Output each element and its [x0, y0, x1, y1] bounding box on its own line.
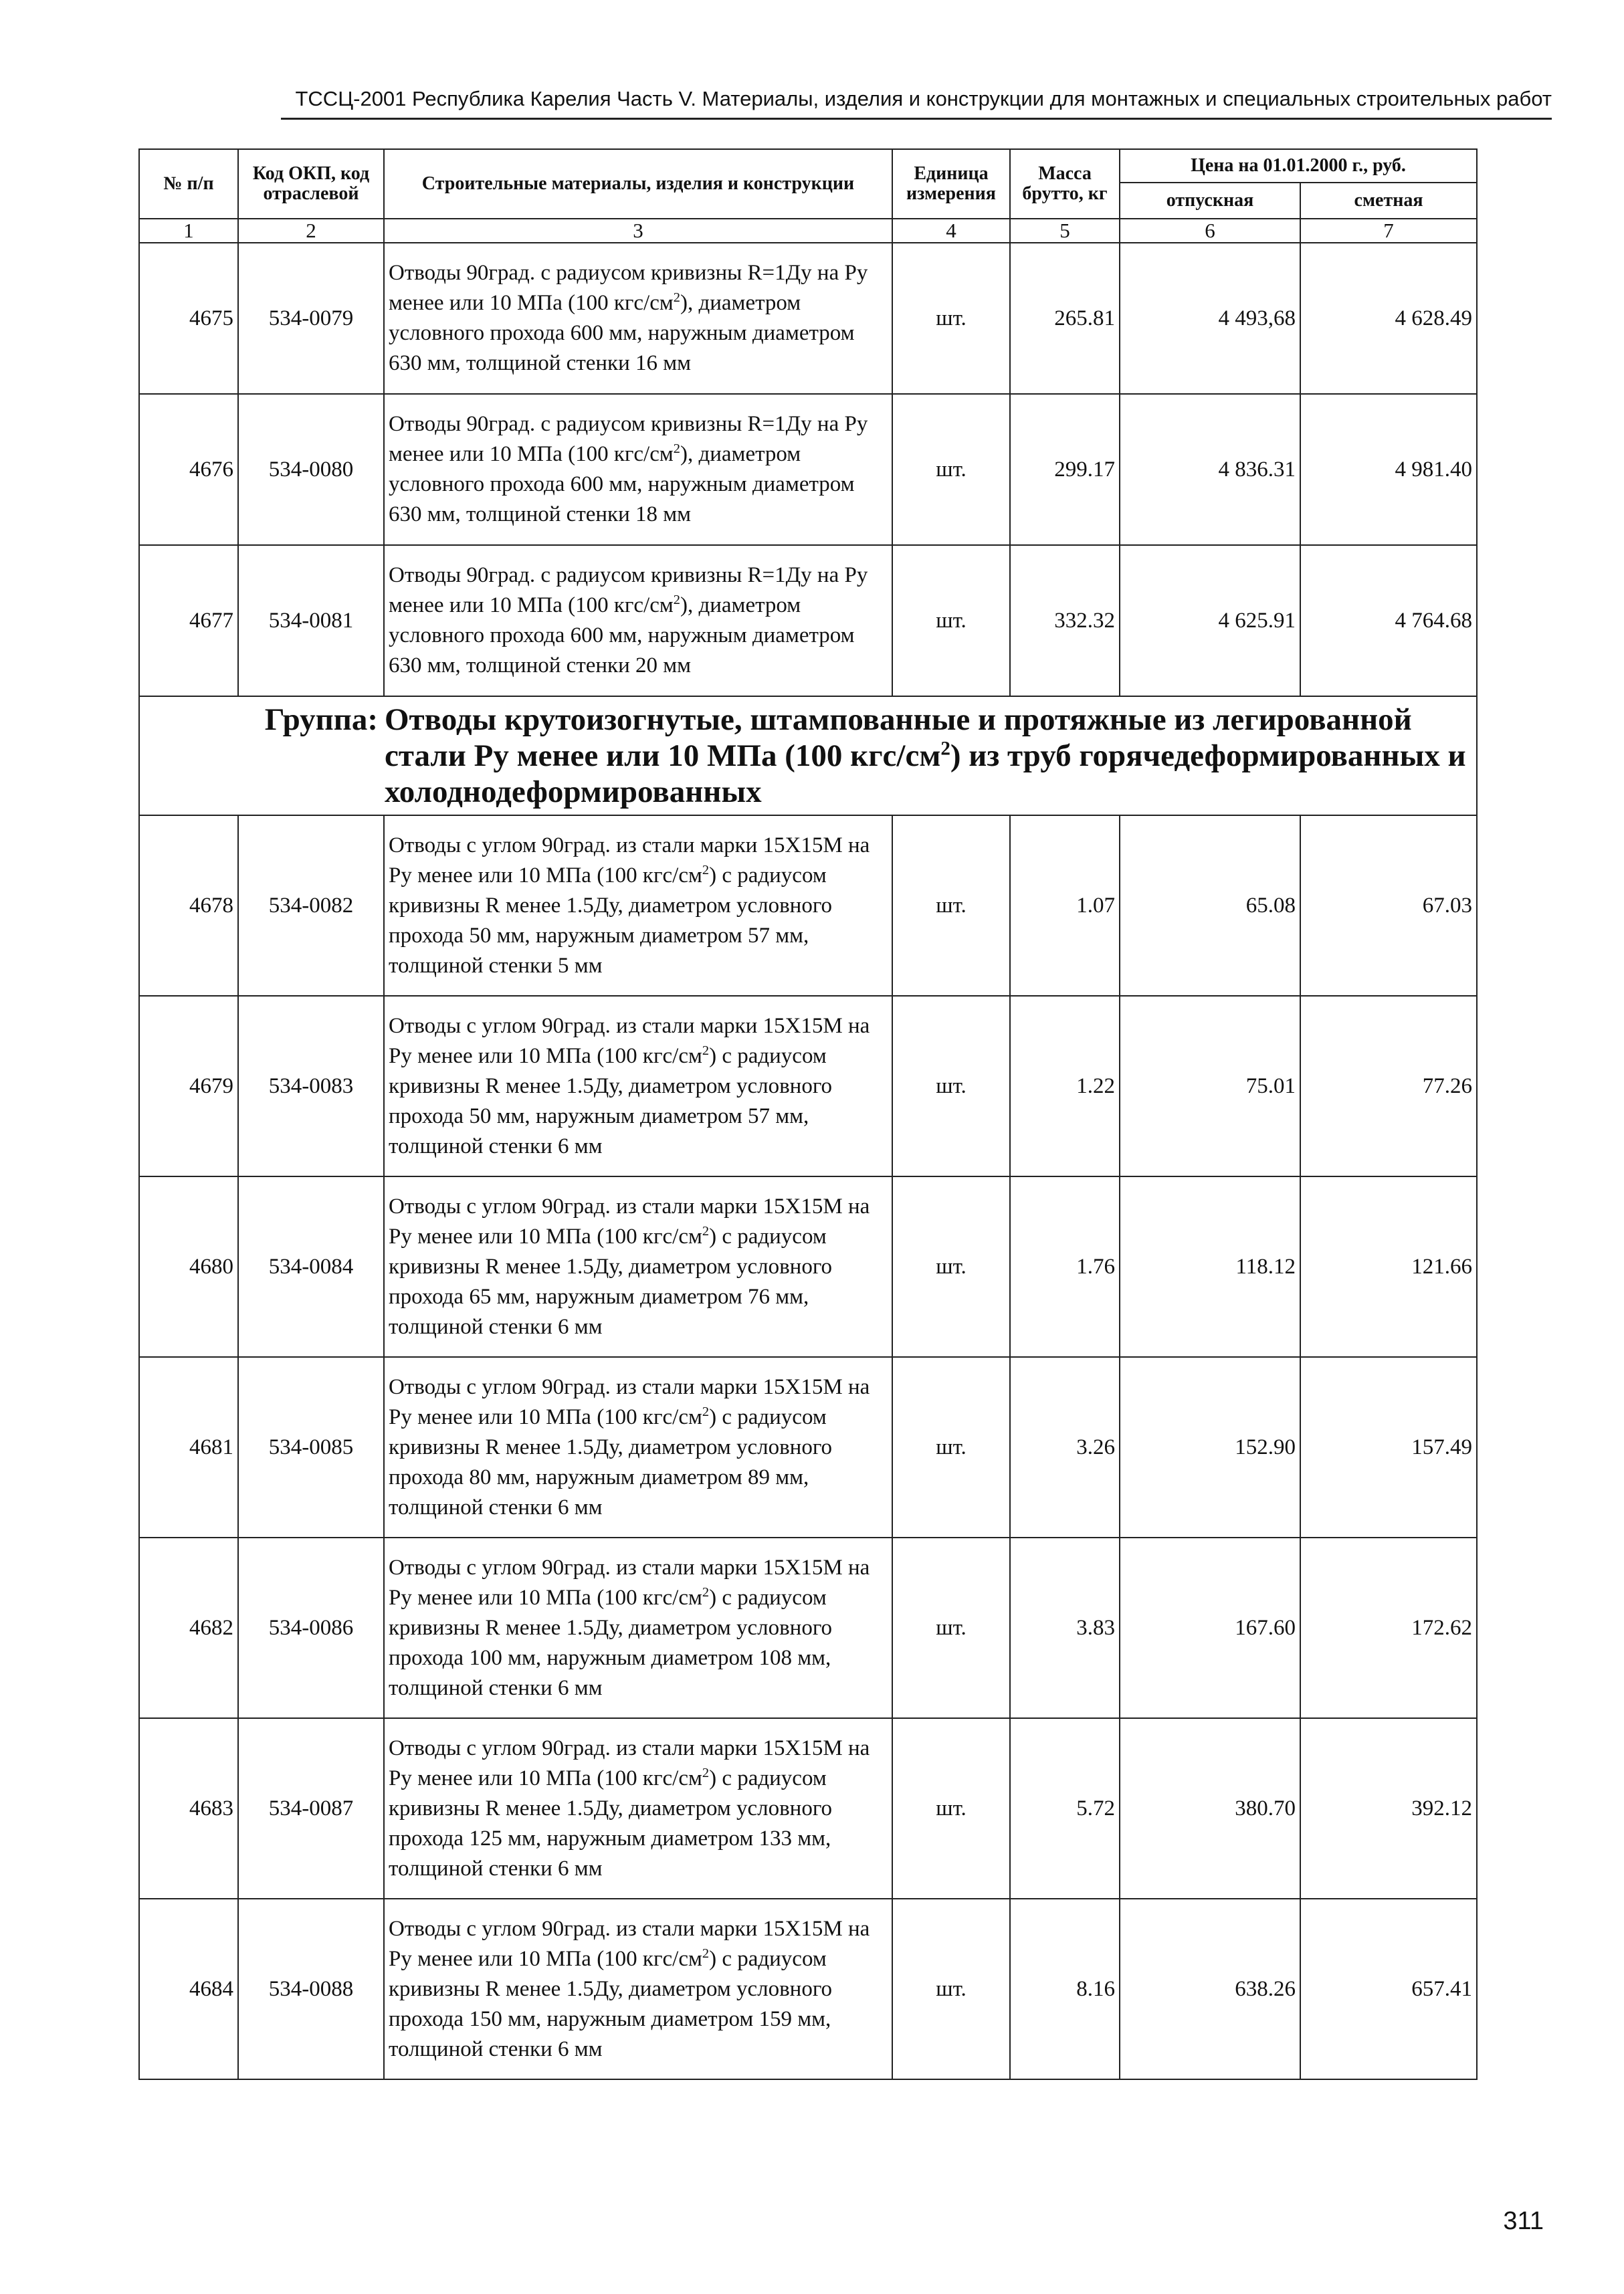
table-header	[139, 149, 1477, 219]
column-number: 5	[1010, 219, 1120, 243]
table-row	[139, 394, 1477, 545]
description-text: Отводы с углом 90град. из стали марки 15Х15М на Ру менее или 10 МПа (100 кгс/см	[389, 833, 870, 888]
row-code: 534-0080	[238, 394, 384, 545]
description-text: Отводы с углом 90град. из стали марки 15Х15М на Ру менее или 10 МПа (100 кгс/см	[389, 1013, 870, 1068]
row-price-estimate: 657.41	[1300, 1899, 1477, 2079]
description-text-cont: ) с радиусом кривизны R менее 1.5Ду, диаметром условного прохода 80 мм, наружным диаметром 89 мм, толщиной стенки 6 мм	[389, 1404, 833, 1520]
group-header-row	[139, 696, 1477, 815]
group-title-text-cont: ) из труб горячедеформированных и холоднодеформированных	[385, 738, 1466, 809]
group-label: Группа:	[264, 702, 378, 737]
row-unit: шт.	[892, 1899, 1010, 2079]
row-unit: шт.	[892, 815, 1010, 996]
row-code: 534-0088	[238, 1899, 384, 2079]
row-number: 4683	[139, 1718, 238, 1899]
col-header-code: Код ОКП, код отраслевой	[238, 149, 384, 219]
superscript: 2	[673, 441, 680, 456]
row-mass: 1.22	[1010, 996, 1120, 1176]
column-number: 2	[238, 219, 384, 243]
superscript: 2	[673, 290, 680, 305]
row-description	[384, 1357, 892, 1538]
row-code: 534-0086	[238, 1538, 384, 1718]
column-number: 7	[1300, 219, 1477, 243]
table-row	[139, 815, 1477, 996]
row-unit: шт.	[892, 996, 1010, 1176]
description-text: Отводы с углом 90град. из стали марки 15Х15М на Ру менее или 10 МПа (100 кгс/см	[389, 1555, 870, 1610]
description-text: Отводы 90град. с радиусом кривизны R=1Ду на Ру менее или 10 МПа (100 кгс/см	[389, 563, 868, 617]
row-unit: шт.	[892, 394, 1010, 545]
row-price-estimate: 4 981.40	[1300, 394, 1477, 545]
row-mass: 1.07	[1010, 815, 1120, 996]
description-text-cont: ) с радиусом кривизны R менее 1.5Ду, диаметром условного прохода 100 мм, наружным диаметром 108 мм, толщиной стенки 6 мм	[389, 1585, 833, 1700]
description-text-cont: ) с радиусом кривизны R менее 1.5Ду, диаметром условного прохода 125 мм, наружным диаметром 133 мм, толщиной стенки 6 мм	[389, 1766, 833, 1881]
row-unit: шт.	[892, 545, 1010, 696]
column-number-row	[139, 219, 1477, 243]
row-number: 4676	[139, 394, 238, 545]
row-unit: шт.	[892, 243, 1010, 394]
row-description	[384, 1718, 892, 1899]
row-mass: 265.81	[1010, 243, 1120, 394]
superscript: 2	[702, 862, 710, 877]
row-price-estimate: 392.12	[1300, 1718, 1477, 1899]
row-mass: 1.76	[1010, 1176, 1120, 1357]
superscript: 2	[702, 1946, 710, 1961]
row-price-release: 118.12	[1120, 1176, 1300, 1357]
row-price-release: 380.70	[1120, 1718, 1300, 1899]
description-text-cont: ), диаметром условного прохода 600 мм, наружным диаметром 630 мм, толщиной стенки 20 мм	[389, 593, 855, 677]
row-code: 534-0082	[238, 815, 384, 996]
table-row	[139, 1176, 1477, 1357]
row-number: 4677	[139, 545, 238, 696]
page-number: 311	[1503, 2207, 1544, 2235]
superscript: 2	[702, 1223, 710, 1239]
description-text: Отводы с углом 90град. из стали марки 15Х15М на Ру менее или 10 МПа (100 кгс/см	[389, 1736, 870, 1790]
row-price-release: 638.26	[1120, 1899, 1300, 2079]
superscript: 2	[702, 1584, 710, 1600]
col-header-price-estimate: сметная	[1300, 183, 1477, 219]
row-price-estimate: 121.66	[1300, 1176, 1477, 1357]
superscript: 2	[702, 1043, 710, 1058]
group-title-text: Отводы крутоизогнутые, штампованные и протяжные из легированной стали Ру менее или 10 МПа (100 кгс/см	[385, 702, 1412, 773]
row-unit: шт.	[892, 1176, 1010, 1357]
row-description	[384, 394, 892, 545]
col-header-price-group: Цена на 01.01.2000 г., руб.	[1120, 149, 1477, 183]
row-number: 4675	[139, 243, 238, 394]
col-header-price-release: отпускная	[1120, 183, 1300, 219]
column-number: 3	[384, 219, 892, 243]
row-number: 4682	[139, 1538, 238, 1718]
col-header-mass: Масса брутто, кг	[1010, 149, 1120, 219]
description-text-cont: ) с радиусом кривизны R менее 1.5Ду, диаметром условного прохода 50 мм, наружным диаметром 57 мм, толщиной стенки 6 мм	[389, 1043, 833, 1158]
row-price-estimate: 67.03	[1300, 815, 1477, 996]
row-price-estimate: 157.49	[1300, 1357, 1477, 1538]
table-row	[139, 1357, 1477, 1538]
col-header-num: № п/п	[139, 149, 238, 219]
row-code: 534-0087	[238, 1718, 384, 1899]
table-body	[139, 219, 1477, 2079]
row-price-release: 167.60	[1120, 1538, 1300, 1718]
row-unit: шт.	[892, 1538, 1010, 1718]
description-text-cont: ) с радиусом кривизны R менее 1.5Ду, диаметром условного прохода 150 мм, наружным диаметром 159 мм, толщиной стенки 6 мм	[389, 1946, 833, 2061]
row-mass: 8.16	[1010, 1899, 1120, 2079]
price-table	[138, 148, 1478, 2080]
header-divider	[281, 118, 1552, 120]
row-unit: шт.	[892, 1718, 1010, 1899]
row-description	[384, 996, 892, 1176]
row-price-estimate: 172.62	[1300, 1538, 1477, 1718]
row-mass: 5.72	[1010, 1718, 1120, 1899]
description-text-cont: ) с радиусом кривизны R менее 1.5Ду, диаметром условного прохода 65 мм, наружным диаметром 76 мм, толщиной стенки 6 мм	[389, 1224, 833, 1339]
row-description	[384, 1176, 892, 1357]
page-header-title: ТССЦ-2001 Республика Карелия Часть V. Материалы, изделия и конструкции для монтажных и специальных строительных работ	[295, 87, 1552, 110]
row-description	[384, 243, 892, 394]
superscript: 2	[940, 738, 950, 760]
col-header-unit: Единица измерения	[892, 149, 1010, 219]
row-mass: 299.17	[1010, 394, 1120, 545]
row-price-release: 152.90	[1120, 1357, 1300, 1538]
table-row	[139, 996, 1477, 1176]
col-header-name: Строительные материалы, изделия и конструкции	[384, 149, 892, 219]
row-price-release: 65.08	[1120, 815, 1300, 996]
superscript: 2	[702, 1765, 710, 1780]
row-price-release: 4 493,68	[1120, 243, 1300, 394]
group-header-cell	[139, 696, 1477, 815]
row-price-estimate: 4 764.68	[1300, 545, 1477, 696]
row-price-estimate: 4 628.49	[1300, 243, 1477, 394]
row-code: 534-0084	[238, 1176, 384, 1357]
column-number: 4	[892, 219, 1010, 243]
group-title	[385, 702, 1472, 810]
table-row	[139, 1538, 1477, 1718]
row-code: 534-0083	[238, 996, 384, 1176]
row-number: 4684	[139, 1899, 238, 2079]
description-text: Отводы 90град. с радиусом кривизны R=1Ду на Ру менее или 10 МПа (100 кгс/см	[389, 261, 868, 315]
description-text-cont: ) с радиусом кривизны R менее 1.5Ду, диаметром условного прохода 50 мм, наружным диаметром 57 мм, толщиной стенки 5 мм	[389, 863, 833, 978]
row-mass: 3.26	[1010, 1357, 1120, 1538]
description-text: Отводы с углом 90град. из стали марки 15Х15М на Ру менее или 10 МПа (100 кгс/см	[389, 1374, 870, 1429]
row-price-release: 75.01	[1120, 996, 1300, 1176]
row-mass: 332.32	[1010, 545, 1120, 696]
row-number: 4679	[139, 996, 238, 1176]
row-number: 4680	[139, 1176, 238, 1357]
row-code: 534-0081	[238, 545, 384, 696]
row-mass: 3.83	[1010, 1538, 1120, 1718]
row-number: 4681	[139, 1357, 238, 1538]
row-price-estimate: 77.26	[1300, 996, 1477, 1176]
description-text: Отводы с углом 90град. из стали марки 15Х15М на Ру менее или 10 МПа (100 кгс/см	[389, 1194, 870, 1249]
table-row	[139, 545, 1477, 696]
table-row	[139, 243, 1477, 394]
description-text: Отводы с углом 90град. из стали марки 15Х15М на Ру менее или 10 МПа (100 кгс/см	[389, 1916, 870, 1971]
row-description	[384, 1538, 892, 1718]
superscript: 2	[673, 593, 680, 607]
row-unit: шт.	[892, 1357, 1010, 1538]
table-row	[139, 1718, 1477, 1899]
description-text-cont: ), диаметром условного прохода 600 мм, наружным диаметром 630 мм, толщиной стенки 16 мм	[389, 291, 855, 375]
description-text-cont: ), диаметром условного прохода 600 мм, наружным диаметром 630 мм, толщиной стенки 18 мм	[389, 442, 855, 526]
row-number: 4678	[139, 815, 238, 996]
row-price-release: 4 836.31	[1120, 394, 1300, 545]
row-price-release: 4 625.91	[1120, 545, 1300, 696]
superscript: 2	[702, 1404, 710, 1419]
column-number: 1	[139, 219, 238, 243]
row-description	[384, 1899, 892, 2079]
description-text: Отводы 90град. с радиусом кривизны R=1Ду на Ру менее или 10 МПа (100 кгс/см	[389, 412, 868, 466]
row-description	[384, 545, 892, 696]
row-description	[384, 815, 892, 996]
row-code: 534-0085	[238, 1357, 384, 1538]
row-code: 534-0079	[238, 243, 384, 394]
table-row	[139, 1899, 1477, 2079]
column-number: 6	[1120, 219, 1300, 243]
